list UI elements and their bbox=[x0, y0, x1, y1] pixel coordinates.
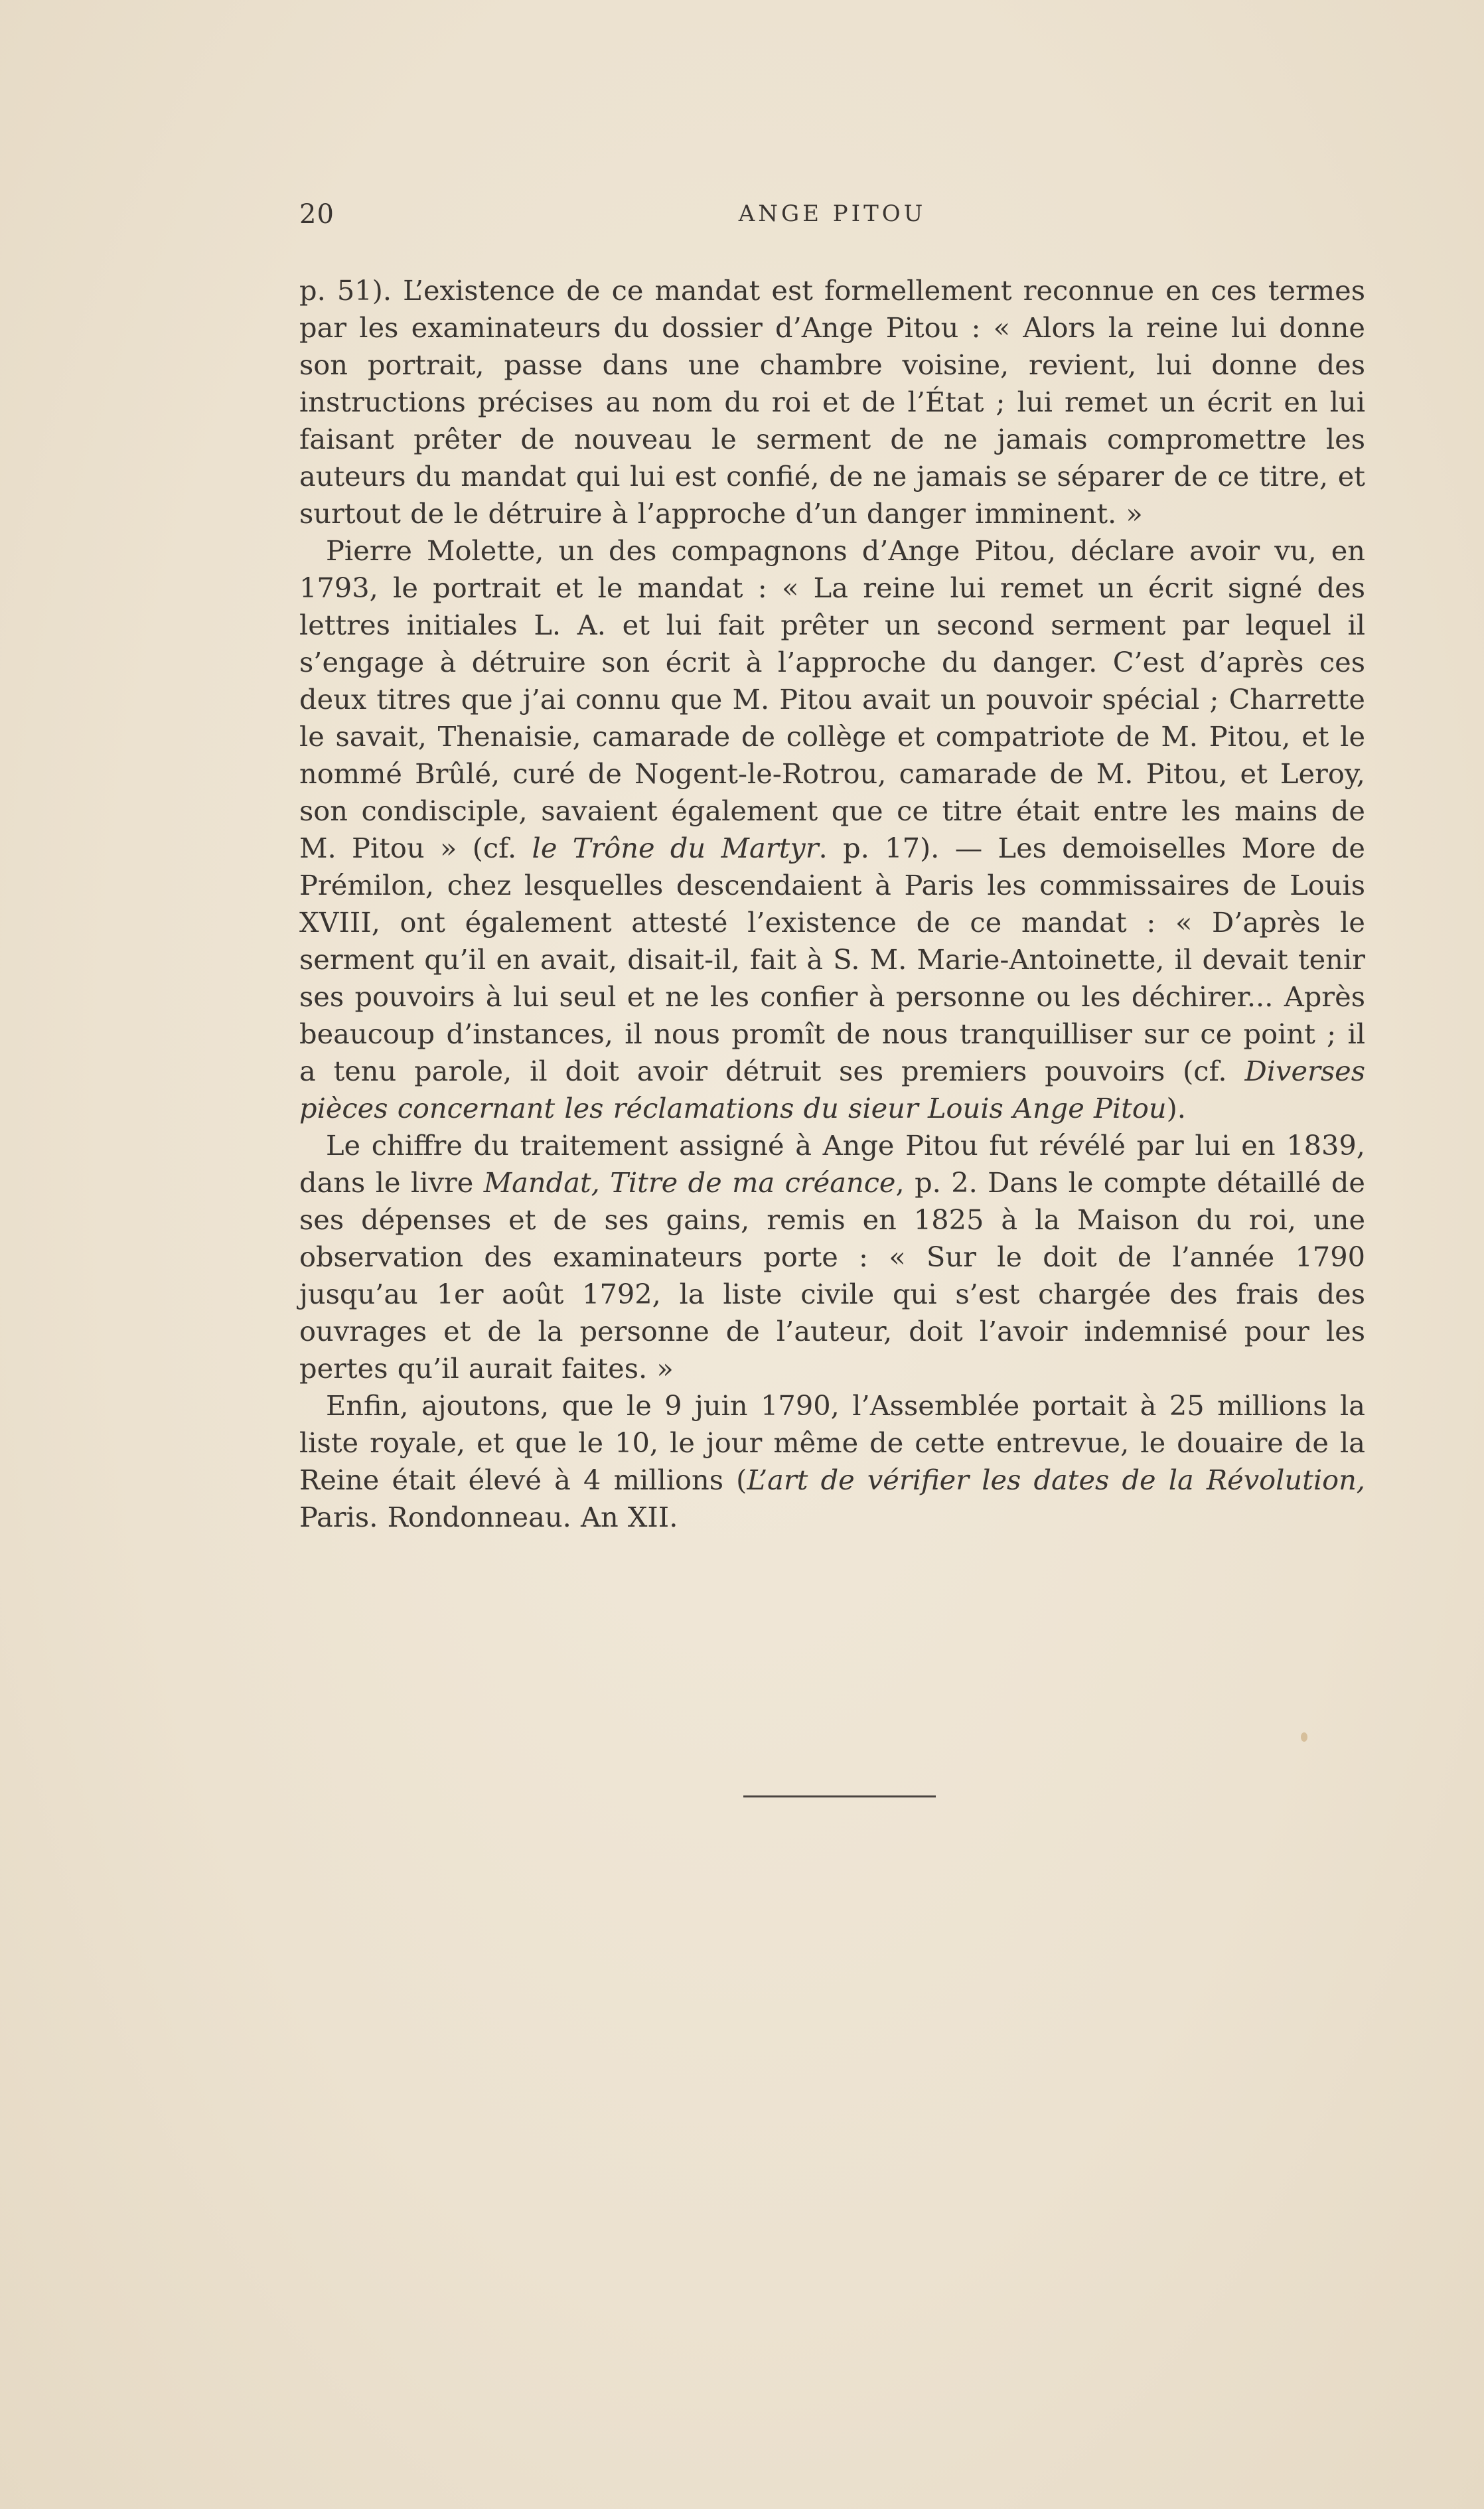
paragraph-3-text-a: Le chiffre du traitement assigné à Ange Pitou fut révélé par lui en 1839, dans le livre bbox=[299, 1129, 1365, 1199]
paper-speck bbox=[720, 1221, 724, 1227]
paragraph-4-italic-title: L’art de vérifier les dates de la Révolution, bbox=[747, 1464, 1365, 1496]
paragraph-3-text-b: , p. 2. Dans le compte détaillé de ses dépenses et de ses gains, remis en 1825 à la Maison du roi, une observation des examinateurs porte : « Sur le doit de l’année 1790 jusqu’au 1er août 1792, la liste civile qui s’est chargée des frais des ouvrages et de la personne de l’auteur, doit l’avoir indemnisé pour les pertes qu’il aurait faites. » bbox=[299, 1166, 1365, 1385]
body-text bbox=[299, 272, 1365, 1536]
paragraph-4-text-b: Paris. Rondonneau. An XII. bbox=[299, 1501, 678, 1533]
paragraph-2-italic-title-a: le Trône du Martyr bbox=[532, 832, 819, 864]
paragraph-2-text-c: ). bbox=[1166, 1092, 1186, 1124]
paragraph-3-italic-title: Mandat, Titre de ma créance bbox=[483, 1166, 896, 1199]
paragraph-2-text-a: Pierre Molette, un des compagnons d’Ange Pitou, déclare avoir vu, en 1793, le portrait et le mandat : « La reine lui remet un écrit signé des lettres initiales L. A. et lui fait prêter un second serment par lequel il s’engage à détruire son écrit à l’approche du danger. C’est d’après ces deux titres que j’ai connu que M. Pitou avait un pouvoir spécial ; Charrette le savait, Thenaisie, camarade de collège et compatriote de M. Pitou, et le nommé Brûlé, curé de Nogent-le-Rotrou, camarade de M. Pitou, et Leroy, son condisciple, savaient également que ce titre était entre les mains de M. Pitou » (cf. bbox=[299, 534, 1365, 864]
paragraph-4-text-a: Enfin, ajoutons, que le 9 juin 1790, l’Assemblée portait à 25 millions la liste royale, et que le 10, le jour même de cette entrevue, le douaire de la Reine était élevé à 4 millions ( bbox=[299, 1389, 1365, 1496]
page-header bbox=[299, 199, 1365, 239]
page-number: 20 bbox=[299, 199, 334, 230]
paragraph-4 bbox=[299, 1387, 1365, 1536]
end-rule bbox=[743, 1795, 936, 1797]
running-title: ANGE PITOU bbox=[738, 200, 927, 227]
paragraph-2 bbox=[299, 532, 1365, 1127]
paragraph-2-text-b: . p. 17). — Les demoiselles More de Prémilon, chez lesquelles descendaient à Paris les commissaires de Louis XVIII, ont également attesté l’existence de ce mandat : « D’après le serment qu’il en avait, disait-il, fait à S. M. Marie-Antoinette, il devait tenir ses pouvoirs à lui seul et ne les confier à personne ou les déchirer... Après beaucoup d’instances, il nous promît de nous tranquilliser sur ce point ; il a tenu parole, il doit avoir détruit ses premiers pouvoirs (cf. bbox=[299, 832, 1365, 1087]
paragraph-2-italic-title-b: Diverses pièces concernant les réclamations du sieur Louis Ange Pitou bbox=[299, 1055, 1365, 1124]
paragraph-1-text: p. 51). L’existence de ce mandat est formellement reconnue en ces termes par les examinateurs du dossier d’Ange Pitou : « Alors la reine lui donne son portrait, passe dans une chambre voisine, revient, lui donne des instructions précises au nom du roi et de l’État ; lui remet un écrit en lui faisant prêter de nouveau le serment de ne jamais compromettre les auteurs du mandat qui lui est confié, de ne jamais se séparer de ce titre, et surtout de le détruire à l’approche d’un danger imminent. » bbox=[299, 274, 1365, 530]
paragraph-3 bbox=[299, 1127, 1365, 1387]
paragraph-1 bbox=[299, 272, 1365, 532]
paper-speck bbox=[1301, 1732, 1307, 1742]
